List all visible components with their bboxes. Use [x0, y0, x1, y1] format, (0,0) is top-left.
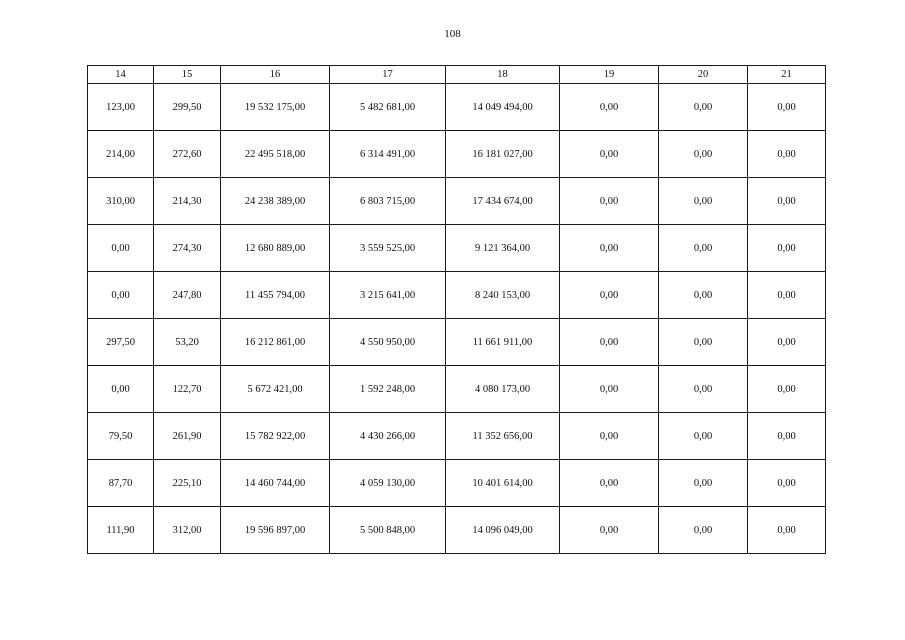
- table-cell: 0,00: [560, 84, 659, 131]
- table-cell: 0,00: [88, 225, 154, 272]
- table-cell: 24 238 389,00: [221, 178, 330, 225]
- table-cell: 0,00: [659, 413, 748, 460]
- table-cell: 0,00: [748, 366, 826, 413]
- table-row: [88, 460, 826, 507]
- table-cell: 0,00: [560, 460, 659, 507]
- table-row: [88, 319, 826, 366]
- table-cell: 0,00: [560, 131, 659, 178]
- table-cell: 0,00: [748, 225, 826, 272]
- table-cell: 1 592 248,00: [330, 366, 446, 413]
- table-cell: 0,00: [560, 272, 659, 319]
- table-row: [88, 366, 826, 413]
- table-cell: 12 680 889,00: [221, 225, 330, 272]
- table-row: [88, 84, 826, 131]
- table-row: [88, 507, 826, 554]
- table-cell: 0,00: [659, 366, 748, 413]
- table-cell: 5 672 421,00: [221, 366, 330, 413]
- column-header: 17: [330, 66, 446, 84]
- column-header: 20: [659, 66, 748, 84]
- table-cell: 225,10: [154, 460, 221, 507]
- table-cell: 16 212 861,00: [221, 319, 330, 366]
- table-cell: 0,00: [560, 319, 659, 366]
- table-cell: 0,00: [748, 460, 826, 507]
- data-table: [87, 65, 826, 554]
- table-cell: 0,00: [659, 319, 748, 366]
- column-header: 21: [748, 66, 826, 84]
- table-cell: 6 314 491,00: [330, 131, 446, 178]
- table-cell: 5 482 681,00: [330, 84, 446, 131]
- table-cell: 11 661 911,00: [446, 319, 560, 366]
- table-row: [88, 178, 826, 225]
- table-cell: 0,00: [560, 507, 659, 554]
- table-cell: 0,00: [659, 507, 748, 554]
- table-cell: 0,00: [659, 84, 748, 131]
- table-cell: 214,00: [88, 131, 154, 178]
- table-cell: 4 550 950,00: [330, 319, 446, 366]
- table-cell: 272,60: [154, 131, 221, 178]
- table-cell: 0,00: [659, 460, 748, 507]
- column-header: 18: [446, 66, 560, 84]
- column-header: 15: [154, 66, 221, 84]
- table-cell: 5 500 848,00: [330, 507, 446, 554]
- table-cell: 4 430 266,00: [330, 413, 446, 460]
- table-cell: 261,90: [154, 413, 221, 460]
- table-cell: 0,00: [560, 366, 659, 413]
- table-row: [88, 272, 826, 319]
- table-cell: 0,00: [748, 84, 826, 131]
- table-row: [88, 131, 826, 178]
- table-cell: 0,00: [659, 272, 748, 319]
- table-cell: 19 532 175,00: [221, 84, 330, 131]
- table-cell: 3 559 525,00: [330, 225, 446, 272]
- table-cell: 79,50: [88, 413, 154, 460]
- table-cell: 8 240 153,00: [446, 272, 560, 319]
- table-cell: 87,70: [88, 460, 154, 507]
- table-cell: 312,00: [154, 507, 221, 554]
- table-cell: 0,00: [88, 272, 154, 319]
- table-row: [88, 413, 826, 460]
- table-cell: 15 782 922,00: [221, 413, 330, 460]
- table-cell: 22 495 518,00: [221, 131, 330, 178]
- table-cell: 19 596 897,00: [221, 507, 330, 554]
- table-cell: 0,00: [748, 413, 826, 460]
- table-cell: 0,00: [748, 178, 826, 225]
- table-cell: 111,90: [88, 507, 154, 554]
- table-cell: 14 049 494,00: [446, 84, 560, 131]
- table-cell: 247,80: [154, 272, 221, 319]
- table-cell: 0,00: [560, 178, 659, 225]
- table-cell: 274,30: [154, 225, 221, 272]
- column-header: 14: [88, 66, 154, 84]
- table-cell: 122,70: [154, 366, 221, 413]
- table-row: [88, 225, 826, 272]
- table-cell: 0,00: [748, 319, 826, 366]
- table-cell: 0,00: [748, 507, 826, 554]
- table-cell: 14 460 744,00: [221, 460, 330, 507]
- column-header: 19: [560, 66, 659, 84]
- table-cell: 16 181 027,00: [446, 131, 560, 178]
- table-cell: 0,00: [659, 178, 748, 225]
- page-number: 108: [444, 28, 461, 40]
- table-cell: 310,00: [88, 178, 154, 225]
- table-cell: 4 080 173,00: [446, 366, 560, 413]
- table-cell: 0,00: [560, 413, 659, 460]
- table-cell: 6 803 715,00: [330, 178, 446, 225]
- table-cell: 299,50: [154, 84, 221, 131]
- table-cell: 0,00: [748, 131, 826, 178]
- table-cell: 53,20: [154, 319, 221, 366]
- table-cell: 11 455 794,00: [221, 272, 330, 319]
- column-header: 16: [221, 66, 330, 84]
- table-cell: 297,50: [88, 319, 154, 366]
- table-cell: 0,00: [659, 131, 748, 178]
- table-cell: 123,00: [88, 84, 154, 131]
- header-row: [88, 66, 826, 84]
- table-cell: 0,00: [659, 225, 748, 272]
- table-cell: 4 059 130,00: [330, 460, 446, 507]
- table-cell: 214,30: [154, 178, 221, 225]
- table-cell: 0,00: [748, 272, 826, 319]
- table-cell: 0,00: [88, 366, 154, 413]
- table-cell: 3 215 641,00: [330, 272, 446, 319]
- table-cell: 14 096 049,00: [446, 507, 560, 554]
- table-cell: 9 121 364,00: [446, 225, 560, 272]
- table-cell: 17 434 674,00: [446, 178, 560, 225]
- table-cell: 10 401 614,00: [446, 460, 560, 507]
- table-cell: 0,00: [560, 225, 659, 272]
- table-cell: 11 352 656,00: [446, 413, 560, 460]
